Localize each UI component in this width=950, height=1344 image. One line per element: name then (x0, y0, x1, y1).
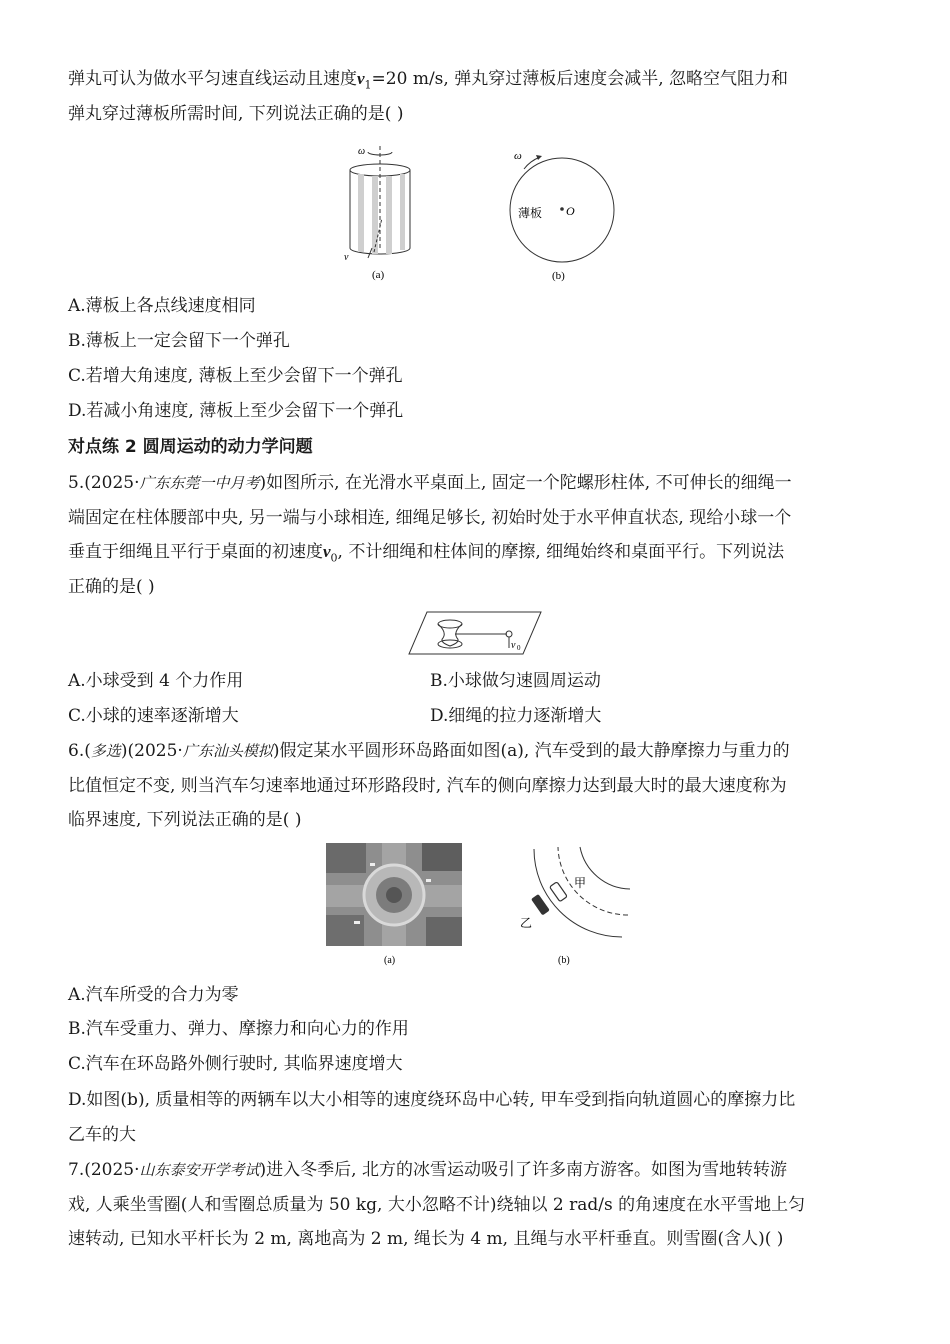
section-title: 对点练 2 圆周运动的动力学问题 (68, 437, 313, 457)
q6-option-b: B.汽车受重力、弹力、摩擦力和向心力的作用 (68, 1019, 409, 1039)
question-source: 山东泰安开学考试 (139, 1161, 260, 1179)
q4-line-1 (68, 68, 788, 96)
omega-label: ω (358, 146, 366, 157)
q6-line-3: 临界速度, 下列说法正确的是( ) (68, 810, 302, 830)
caption-b: (b) (552, 270, 565, 282)
spinning-top-diagram (405, 608, 545, 658)
var-v: v (357, 69, 365, 88)
q4-figure-a (340, 140, 420, 285)
q6-line-1 (68, 740, 790, 762)
q6-text: )(2025· (120, 741, 183, 761)
q7-text: )进入冬季后, 北方的冰雪运动吸引了许多南方游客。如图为雪地转转游 (259, 1160, 787, 1180)
caption-a: (a) (372, 269, 385, 281)
q5-options-row-1 (68, 670, 243, 692)
q5-line-1 (68, 472, 792, 494)
q4-figure-b (500, 145, 620, 285)
q5-option-b: B.小球做匀速圆周运动 (430, 671, 601, 691)
question-number: 6.( (68, 741, 91, 761)
q4-option-b: B.薄板上一定会留下一个弹孔 (68, 331, 290, 351)
q4-text: 弹丸可认为做水平匀速直线运动且速度 (68, 69, 357, 89)
question-number: 5.(2025· (68, 473, 140, 493)
center-o-label: O (566, 204, 575, 218)
q5-text: 垂直于细绳且平行于桌面的初速度 (68, 542, 323, 562)
q5-option-d: D.细绳的拉力逐渐增大 (430, 706, 602, 726)
var-sub: 1 (364, 78, 372, 92)
question-source: 广东东莞一中月考 (139, 474, 260, 492)
car-yi-label: 乙 (520, 916, 533, 930)
q5-figure (405, 608, 545, 658)
omega-label: ω (514, 150, 522, 162)
q5-line-3 (68, 541, 784, 569)
q6-option-a: A.汽车所受的合力为零 (68, 985, 239, 1005)
var-sub: 0 (330, 551, 338, 565)
q6-option-c: C.汽车在环岛路外侧行驶时, 其临界速度增大 (68, 1054, 403, 1074)
q5-option-a: A.小球受到 4 个力作用 (68, 671, 244, 691)
cylinder-diagram (340, 140, 420, 285)
car-jia-label: 甲 (574, 876, 587, 890)
v0-label: v (511, 640, 516, 651)
q6-figure-a (326, 843, 462, 968)
multi-choice-tag: 多选 (90, 742, 121, 760)
q7-line-1 (68, 1159, 787, 1181)
q6-text: )假定某水平圆形环岛路面如图(a), 汽车受到的最大静摩擦力与重力的 (272, 741, 790, 761)
q4-option-d: D.若减小角速度, 薄板上至少会留下一个弹孔 (68, 401, 404, 421)
q6-option-d-cont: 乙车的大 (68, 1125, 136, 1145)
curved-road-diagram (512, 843, 637, 968)
q5-line-2: 端固定在柱体腰部中央, 另一端与小球相连, 细绳足够长, 初始时处于水平伸直状态, 现给小球一个 (68, 508, 792, 528)
q5-line-4: 正确的是( ) (68, 577, 155, 597)
q6-line-2: 比值恒定不变, 则当汽车匀速率地通过环形路段时, 汽车的侧向摩擦力达到最大时的最大速度称为 (68, 776, 787, 796)
q7-line-3: 速转动, 已知水平杆长为 2 m, 离地高为 2 m, 绳长为 4 m, 且绳与水平杆垂直。则雪圈(含人)( ) (68, 1229, 784, 1249)
var-v: v (323, 542, 331, 561)
v0-sub: 0 (517, 644, 521, 652)
board-label: 薄板 (518, 206, 543, 220)
roundabout-photo (326, 843, 462, 968)
question-source: 广东汕头模拟 (182, 742, 273, 760)
q5-text: , 不计细绳和柱体间的摩擦, 细绳始终和桌面平行。下列说法 (337, 542, 785, 562)
caption-b: (b) (558, 955, 570, 966)
q5-text: )如图所示, 在光滑水平桌面上, 固定一个陀螺形柱体, 不可伸长的细绳一 (259, 473, 792, 493)
q4-line-2: 弹丸穿过薄板所需时间, 下列说法正确的是( ) (68, 104, 404, 124)
q5-options-row-2 (68, 705, 239, 727)
caption-a: (a) (384, 955, 396, 966)
q4-option-a: A.薄板上各点线速度相同 (68, 296, 256, 316)
circle-board-diagram (500, 145, 620, 285)
q7-line-2: 戏, 人乘坐雪圈(人和雪圈总质量为 50 kg, 大小忽略不计)绕轴以 2 rad/s 的角速度在水平雪地上匀 (68, 1195, 806, 1215)
question-number: 7.(2025· (68, 1160, 140, 1180)
q4-text: =20 m/s, 弹丸穿过薄板后速度会减半, 忽略空气阻力和 (371, 69, 789, 89)
q5-option-c: C.小球的速率逐渐增大 (68, 706, 239, 726)
q6-option-d: D.如图(b), 质量相等的两辆车以大小相等的速度绕环岛中心转, 甲车受到指向轨道圆心的摩擦力比 (68, 1090, 796, 1110)
velocity-label: v (344, 252, 349, 263)
q4-option-c: C.若增大角速度, 薄板上至少会留下一个弹孔 (68, 366, 403, 386)
q6-figure-b (512, 843, 637, 968)
